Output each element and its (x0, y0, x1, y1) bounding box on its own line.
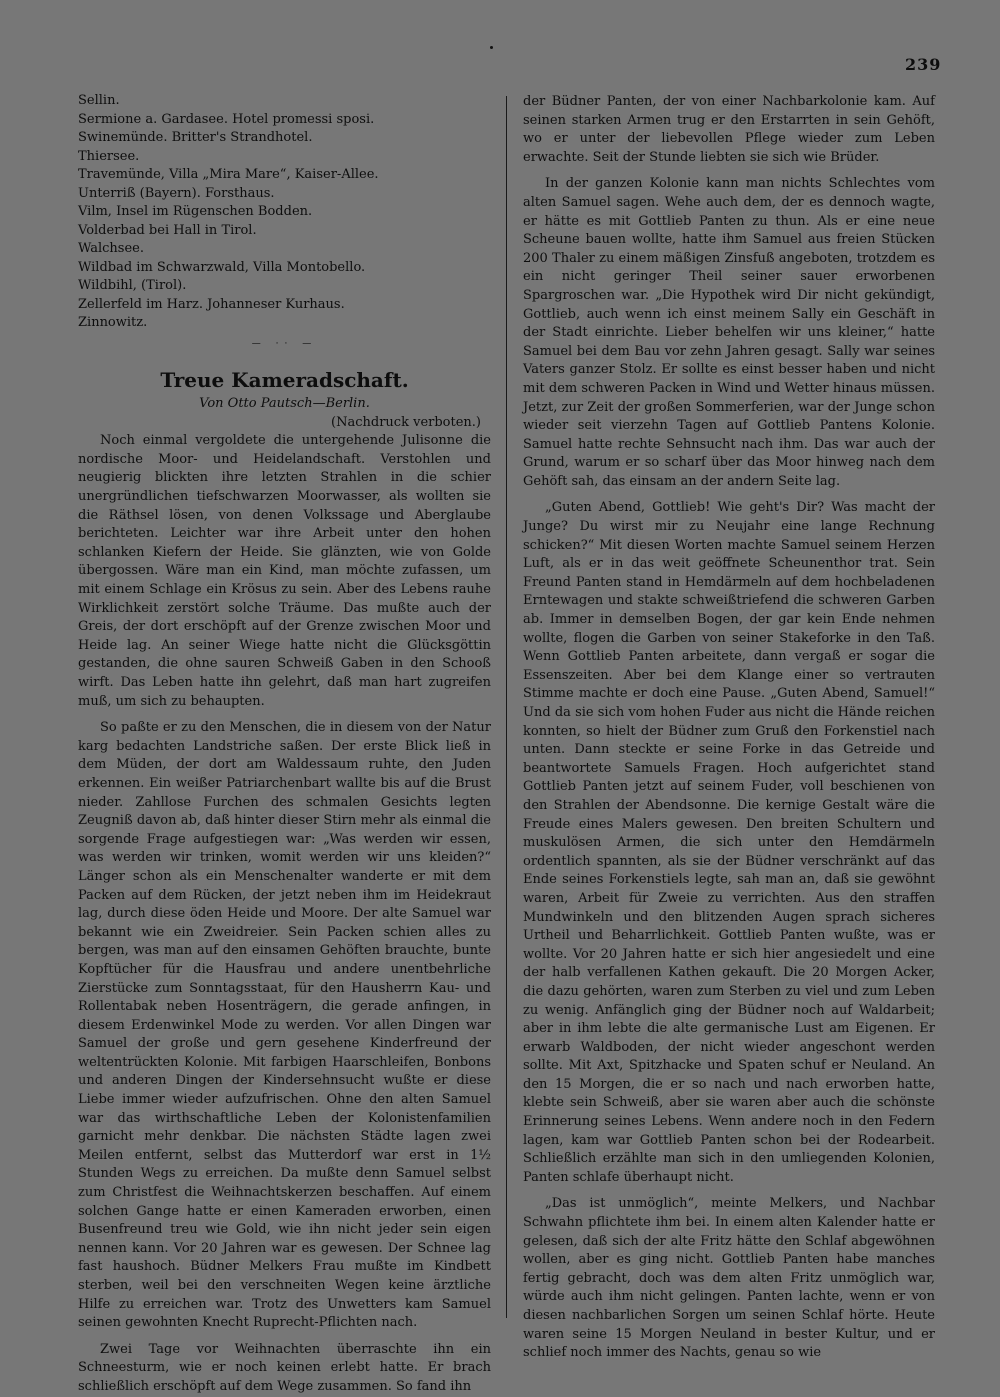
article-byline: Von Otto Pautsch—Berlin. (199, 396, 370, 412)
list-item: Vilm, Insel im Rügenschen Bodden. (78, 204, 313, 219)
paragraph: „Das ist unmöglich“, meinte Melkers, und Nachbar Schwahn pflichtete ihm bei. In einem alten Kalender hatte er gelesen, daß sich der alte Fritz hätte den Schlaf abgewöhnen wollen, aber es ging nicht. Gottlieb Panten habe manches fertig gebracht, doch was dem alten Fritz unmöglich war, würde auch ihm nicht gelingen. Panten lachte, wenn er von diesen nachbarlichen Sorgen um seinen Schlaf hörte. Heute waren seine 15 Morgen Neuland in bester Kultur, und er schlief noch immer des Nachts, genau so wie (523, 1196, 935, 1361)
list-item: Wildbad im Schwarzwald, Villa Montobello. (78, 259, 366, 275)
paragraph: So paßte er zu den Menschen, die in diesem von der Natur karg bedachten Landstriche saßen. Der erste Blick ließ in dem Müden, der dort am Waldessaum ruhte, den Juden erkennen. Ein weißer Patriarchenbart wallte bis auf die Brust nieder. Zahllose Furchen des schmalen Gesichts legten Zeugniß davon ab, daß hinter dieser Stirn mehr als einmal die sorgende Frage aufgestiegen war: „Was werden wir essen, was werden wir trinken, womit werden wir uns kleiden?“ Länger schon als ein Menschenalter wanderte er mit dem Packen auf dem Rücken, der jetzt neben ihm im Heidekraut lag, durch diese öden Heide und Moore. Der alte Samuel war bekannt wie ein Zweidreier. Sein Packen schien alles zu bergen, was man auf den einsamen Gehöften brauchte, bunte Kopftücher für die Hausfrau und andere unentbehrliche Zierstücke zum Sonntagsstaat, für den Hausherrn Kau- und Rollentabak neben Hosenträgern, die gerade anfingen, in diesem Erdenwinkel Mode zu werden. Vor allen Dingen war Samuel der große und gern gesehene Kinderfreund der weltentrückten Kolonie. Mit farbigen Haarschleifen, Bonbons und anderen Dingen der Kindersehnsucht wußte er diese Liebe immer wieder aufzufrischen. Ohne den alten Samuel war das wirthschaftliche Leben der Kolonistenfamilien garnicht mehr denkbar. Die nächsten Städte lagen zwei Meilen entfernt, selbst das Mutterdorf war erst in 1½ Stunden Wegs zu erreichen. Da mußte denn Samuel selbst zum Christfest die Weihnachtskerzen beschaffen. Auf einem solchen Gange hatte er einen Kameraden erworben, einen Busenfreund treu wie Gold, wie ihn nicht jeder sein eigen nennen kann. Vor 20 Jahren war es gewesen. Der Schnee lag fast haushoch. Büdner Melkers Frau mußte im Kindbett sterben, weil bei den verschneiten Wegen keine ärztliche Hilfe zu erreichen war. Trotz des Unwetters kam Samuel seinen gewohnten Knecht Ruprecht-Pflichten nach. (78, 720, 491, 1331)
scan-speck (490, 46, 493, 49)
list-item: Travemünde, Villa „Mira Mare“, Kaiser-Allee. (78, 167, 379, 182)
places-list (78, 92, 491, 333)
list-item: Sellin. (78, 93, 120, 108)
left-column (78, 92, 491, 1397)
list-item: Volderbad bei Hall in Tirol. (78, 222, 257, 238)
list-item: Thiersee. (78, 148, 140, 164)
reprint-note: (Nachdruck verboten.) (331, 414, 481, 430)
list-item: Zellerfeld im Harz. Johanneser Kurhaus. (78, 296, 345, 312)
article-title: Treue Kameradschaft. (160, 368, 409, 393)
paragraph: In der ganzen Kolonie kann man nichts Schlechtes vom alten Samuel sagen. Wehe auch dem, der es dennoch wagte, er hätte es mit Gottlieb Panten zu thun. Als er eine neue Scheune bauen wollte, hatte ihm Samuel aus freien Stücken 200 Thaler zu einem mäßigen Zinsfuß angeboten, trotzdem es ein nicht geringer Theil seiner sauer erworbenen Spargroschen war. „Die Hypothek wird Dir nicht gekündigt, Gottlieb, auch wenn ich einst meinem Sally ein Geschäft in der Stadt einrichte. Lieber behelfen wir uns kleiner,“ hatte Samuel bei dem Bau vor zehn Jahren gesagt. Sally war seines Vaters ganzer Stolz. Er sollte es einst besser haben und nicht mit dem schweren Packen in Wind und Wetter hinaus müssen. Jetzt, zur Zeit der großen Sommerferien, war der Junge schon wieder seit vierzehn Tagen auf Gottlieb Pantens Kolonie. Samuel hatte rechte Sehnsucht nach ihm. Das war auch der Grund, warum er so scharf über das Moor hinweg nach dem Gehöft sah, das einsam an der andern Seite lag. (523, 176, 935, 489)
paragraph: „Guten Abend, Gottlieb! Wie geht's Dir? Was macht der Junge? Du wirst mir zu Neujahr eine lange Rechnung schicken?“ Mit diesen Worten machte Samuel seinem Herzen Luft, als er in das weit geöffnete Scheunenthor trat. Sein Freund Panten stand in Hemdärmeln auf dem hochbeladenen Erntewagen und stakte schweißtriefend die schweren Garben ab. Immer in demselben Bogen, der gar kein Ende nehmen wollte, flogen die Garben von seiner Stakeforke in den Taß. Wenn Gottlieb Panten arbeitete, dann vergaß er sogar die Essenszeiten. Aber bei dem Klange einer so vertrauten Stimme machte er doch eine Pause. „Guten Abend, Samuel!“ Und da sie sich vom hohen Fuder aus nicht die Hände reichen konnten, so hielt der Büdner zum Gruß den Forkenstiel nach unten. Dann steckte er seine Forke in das Getreide und beantwortete Samuels Fragen. Hoch aufgerichtet stand Gottlieb Panten jetzt auf seinem Fuder, voll beschienen von den Strahlen der Abendsonne. Die kernige Gestalt wäre die Freude eines Malers gewesen. Den breiten Schultern und muskulösen Armen, die sich unter den Hemdärmeln ordentlich spannten, als sie der Büdner verschränkt auf das Ende seines Forkenstiels legte, sah man an, daß sie gewöhnt waren, Arbeit für Zweie zu verrichten. Aus den straffen Mundwinkeln und den blitzenden Augen sprach sicheres Urtheil und Beharrlichkeit. Gottlieb Panten wußte, was er wollte. Vor 20 Jahren hatte er sich hier angesiedelt und eine der halb verfallenen Kathen gekauft. Die 20 Morgen Acker, die dazu gehörten, waren zum Sterben zu viel und zum Leben zu wenig. Anfänglich ging der Büdner noch auf Waldarbeit; aber in ihm lebte die alte germanische Lust am Eigenen. Er erwarb Waldboden, der nicht wieder angeschont werden sollte. Mit Axt, Spitzhacke und Spaten schuf er Neuland. An den 15 Morgen, die er so nach und nach erworben hatte, klebte sein Schweiß, aber sie waren aber auch die schönste Erinnerung seines Lebens. Wenn andere noch in den Federn lagen, kam war Gottlieb Panten schon bei der Rodearbeit. Schließlich erzählte man sich in den umliegenden Kolonien, Panten schlafe überhaupt nicht. (523, 500, 935, 1185)
paragraph: der Büdner Panten, der von einer Nachbarkolonie kam. Auf seinen starken Armen trug er den Erstarrten in sein Gehöft, wo er unter der liebevollen Pflege wieder zum Leben erwachte. Seit der Stunde liebten sie sich wie Brüder. (523, 94, 935, 165)
list-item: Swinemünde. Britter's Strandhotel. (78, 130, 313, 145)
page-number: 239 (905, 55, 942, 74)
section-ornament: — ·· — (251, 338, 318, 349)
list-item: Sermione a. Gardasee. Hotel promessi sposi. (78, 111, 375, 127)
list-item: Walchsee. (78, 241, 144, 256)
list-item: Unterriß (Bayern). Forsthaus. (78, 185, 275, 201)
list-item: Zinnowitz. (78, 315, 148, 330)
paragraph: Noch einmal vergoldete die untergehende Julisonne die nordische Moor- und Heidelandschaft. Verstohlen und neugierig blickten ihre letzten Strahlen in die schier unergründlichen tiefschwarzen Moorwasser, als wollten sie die Räthsel lösen, von denen Volkssage und Aberglaube berichteten. Leichter war ihre Arbeit unter den hohen schlanken Kiefern der Heide. Sie glänzten, wie von Golde übergossen. Wäre man ein Kind, man möchte zufassen, um mit einem Schlage ein Krösus zu sein. Aber des Lebens rauhe Wirklichkeit zerstört solche Träume. Das mußte auch der Greis, der dort erschöpft auf der Grenze zwischen Moor und Heide lag. An seiner Wiege hatte nicht die Glücksgöttin gestanden, die ohne sauren Schweiß Gaben in den Schooß wirft. Das Leben hatte ihn gelehrt, daß man hart zugreifen muß, um sich zu behaupten. (78, 433, 491, 709)
column-divider (506, 96, 507, 1318)
paragraph: Zwei Tage vor Weihnachten überraschte ihn ein Schneesturm, wie er noch keinen erlebt hatte. Er brach schließlich erschöpft auf dem Wege zusammen. So fand ihn (78, 1341, 491, 1394)
list-item: Wildbihl, (Tirol). (78, 278, 187, 293)
right-column (523, 93, 935, 1363)
